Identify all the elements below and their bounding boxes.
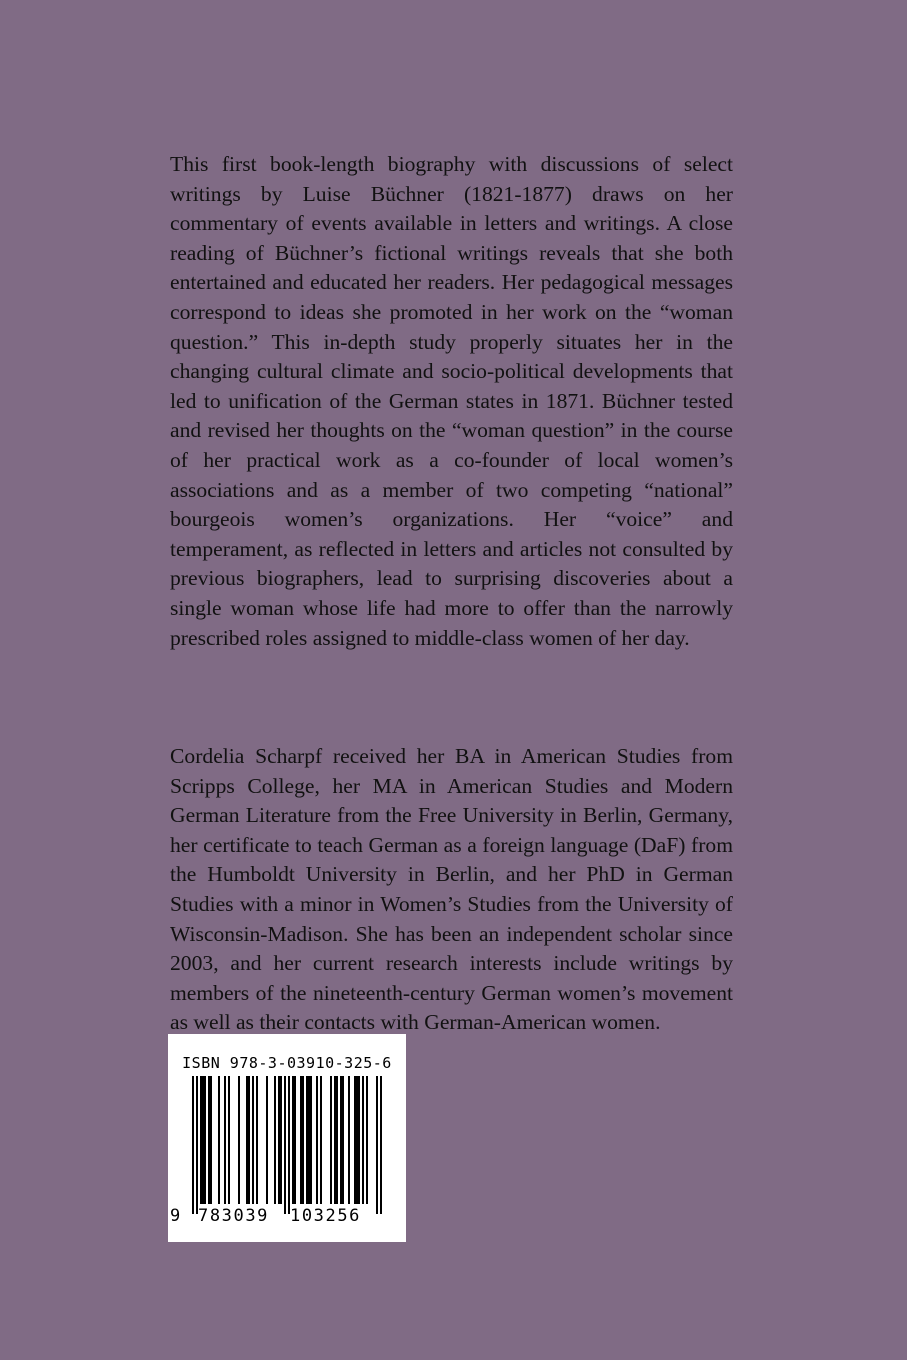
barcode-bar: [192, 1076, 194, 1214]
author-biography: Cordelia Scharpf received her BA in American Studies from Scripps College, her MA in American Studies and Modern German Literature from the Free University in Berlin, Germany, her certificate to teach German as a foreign language (DaF) from the Humboldt University in Berlin, and her PhD in German Studies with a minor in Women’s Studies from the University of Wisconsin-Madison. She has been an independent scholar since 2003, and her current research interests include writings by members of the nineteenth-century German women’s movement as well as their contacts with German-American women.: [170, 744, 733, 1035]
barcode-bar: [302, 1076, 304, 1204]
barcode-bar: [280, 1076, 282, 1204]
barcode-bar: [256, 1076, 258, 1204]
barcode-bar: [316, 1076, 318, 1204]
barcode-bar: [252, 1076, 254, 1204]
ean-first-digit: 9: [170, 1206, 181, 1226]
barcode-bar: [218, 1076, 220, 1204]
barcode-bar: [356, 1076, 358, 1204]
barcode-bar: [228, 1076, 230, 1204]
barcode-bar: [246, 1076, 248, 1204]
ean-right-group: 103256: [290, 1206, 362, 1226]
barcode-bar: [354, 1076, 356, 1204]
ean-left-group: 783039: [198, 1206, 270, 1226]
barcode-bar: [330, 1076, 332, 1204]
barcode-bar: [320, 1076, 322, 1204]
barcode-bar: [336, 1076, 338, 1204]
barcode-bar: [308, 1076, 310, 1204]
barcode-bar: [266, 1076, 268, 1204]
barcode-bar: [288, 1076, 290, 1214]
barcode-bars: [182, 1076, 392, 1216]
barcode-bar: [200, 1076, 202, 1204]
barcode-bar: [340, 1076, 342, 1204]
barcode-bar: [238, 1076, 240, 1204]
barcode-bar: [294, 1076, 296, 1204]
barcode-bar: [380, 1076, 382, 1214]
barcode-bar: [208, 1076, 210, 1204]
barcode-bar: [376, 1076, 378, 1214]
barcode-bar: [366, 1076, 368, 1204]
barcode-bar: [196, 1076, 198, 1214]
barcode-bar: [342, 1076, 344, 1204]
barcode-bar: [334, 1076, 336, 1204]
barcode-bar: [284, 1076, 286, 1214]
barcode-bar: [278, 1076, 280, 1204]
barcode-bar: [310, 1076, 312, 1204]
barcode-bar: [274, 1076, 276, 1204]
isbn-barcode: [168, 1034, 406, 1242]
barcode-bar: [248, 1076, 250, 1204]
barcode-bar: [358, 1076, 360, 1204]
barcode-bar: [348, 1076, 350, 1204]
barcode-bar: [204, 1076, 206, 1204]
barcode-bar: [292, 1076, 294, 1204]
barcode-bar: [306, 1076, 308, 1204]
book-description: This first book-length biography with discussions of select writings by Luise Büchner (1821-1877) draws on her commentary of events available in letters and writings. A close reading of Büchner’s fictional writings reveals that she both entertained and educated her readers. Her pedagogical messages correspond to ideas she promoted in her work on the “woman question.” This in-depth study properly situates her in the changing cultural climate and socio-political developments that led to unification of the German states in 1871. Büchner tested and revised her thoughts on the “woman question” in the course of her practical work as a co-founder of local women’s associations and as a member of two competing “national” bourgeois women’s organizations. Her “voice” and temperament, as reflected in letters and articles not consulted by previous biographers, lead to surprising discoveries about a single woman whose life had more to offer than the narrowly prescribed roles assigned to middle-class women of her day.: [170, 152, 733, 650]
barcode-bar: [300, 1076, 302, 1204]
barcode-bar: [362, 1076, 364, 1204]
isbn-label: ISBN 978-3-03910-325-6: [182, 1054, 392, 1072]
barcode-bar: [224, 1076, 226, 1204]
barcode-bar: [210, 1076, 212, 1204]
barcode-bar: [202, 1076, 204, 1204]
